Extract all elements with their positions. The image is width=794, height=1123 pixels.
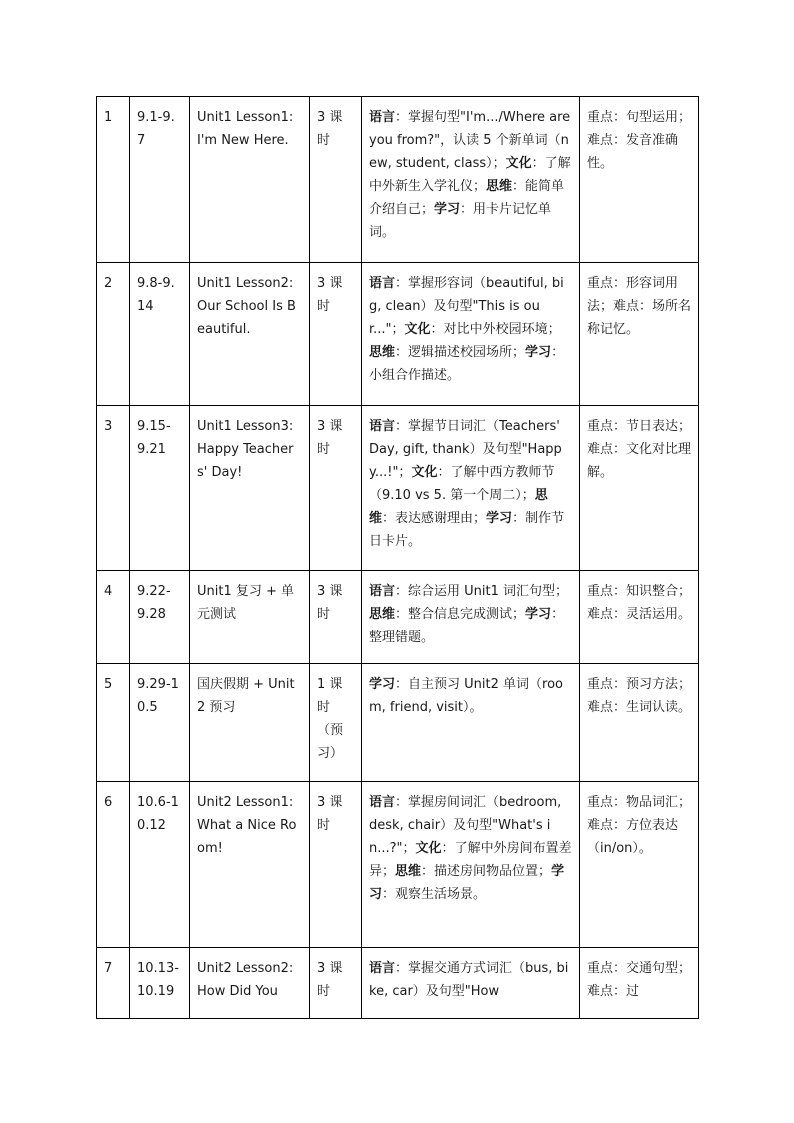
- objective-label: 思维: [486, 179, 513, 194]
- key-points-cell: 重点：预习方法；难点：生词认读。: [580, 664, 699, 782]
- objective-label: 语言: [369, 110, 396, 125]
- objective-colon: ：: [395, 419, 409, 434]
- date-range-cell: 9.8-9.14: [130, 263, 190, 406]
- objective-text: 了解中西方教师节（9.10 vs 5. 第一个周二）；: [369, 465, 555, 503]
- lesson-title-cell: Unit1 Lesson2: Our School Is Beautiful.: [190, 263, 310, 406]
- date-range-cell: 10.13-10.19: [130, 948, 190, 1019]
- objective-text: 能简单介绍自己；: [369, 179, 565, 217]
- date-range-cell: 10.6-10.12: [130, 782, 190, 948]
- table-row: [97, 263, 699, 406]
- objective-label: 思维: [395, 864, 422, 879]
- objective-colon: ：: [531, 156, 545, 171]
- objective-label: 学习: [486, 511, 513, 526]
- week-number-cell: 7: [97, 948, 130, 1019]
- class-hours-cell: 3 课时: [310, 782, 362, 948]
- objective-label: 语言: [369, 419, 396, 434]
- objective-text: 对比中外校园环境；: [443, 322, 561, 337]
- objective-colon: ：: [512, 179, 526, 194]
- objective-colon: ：: [437, 465, 451, 480]
- objective-colon: ：: [460, 202, 474, 217]
- table-row: [97, 97, 699, 263]
- objective-colon: ：: [441, 841, 455, 856]
- objective-colon: ：: [551, 345, 565, 360]
- objectives-cell: [362, 782, 580, 948]
- objective-label: 文化: [411, 465, 438, 480]
- objective-colon: ：: [395, 677, 409, 692]
- objective-text: 整合信息完成测试；: [408, 607, 526, 622]
- key-points-cell: 重点：交通句型；难点：过: [580, 948, 699, 1019]
- objectives-cell: [362, 571, 580, 664]
- date-range-cell: 9.22-9.28: [130, 571, 190, 664]
- objective-label: 思维: [369, 345, 396, 360]
- lesson-title-cell: Unit1 Lesson1: I'm New Here.: [190, 97, 310, 263]
- objective-text: 表达感谢理由；: [395, 511, 487, 526]
- objectives-cell: [362, 406, 580, 571]
- table-row: [97, 406, 699, 571]
- objective-text: 逻辑描述校园场所；: [408, 345, 526, 360]
- objective-text: 掌握房间词汇（bedroom, desk, chair）及句型"What's in...?"；: [369, 795, 562, 856]
- objective-label: 学习: [369, 677, 396, 692]
- objective-label: 语言: [369, 276, 396, 291]
- objectives-cell: [362, 948, 580, 1019]
- objective-label: 学习: [525, 607, 552, 622]
- objective-colon: ：: [395, 584, 409, 599]
- objective-label: 文化: [404, 322, 431, 337]
- lesson-title-cell: 国庆假期 + Unit2 预习: [190, 664, 310, 782]
- class-hours-cell: 3 课时: [310, 571, 362, 664]
- objective-colon: ：: [382, 887, 396, 902]
- lesson-title-cell: Unit1 复习 + 单元测试: [190, 571, 310, 664]
- class-hours-cell: 3 课时: [310, 263, 362, 406]
- objective-colon: ：: [512, 511, 526, 526]
- objective-label: 文化: [415, 841, 442, 856]
- objective-text: 了解中外房间布置差异；: [369, 841, 572, 879]
- objective-text: 掌握交通方式词汇（bus, bike, car）及句型"How: [369, 961, 569, 999]
- date-range-cell: 9.1-9.7: [130, 97, 190, 263]
- objective-colon: ：: [551, 607, 565, 622]
- table-row: [97, 782, 699, 948]
- objective-text: 掌握节日词汇（Teachers' Day, gift, thank）及句型"Happy...!"；: [369, 419, 562, 480]
- week-number-cell: 6: [97, 782, 130, 948]
- objective-label: 学习: [434, 202, 461, 217]
- objective-text: 了解中外新生入学礼仪；: [369, 156, 571, 194]
- lesson-title-cell: Unit2 Lesson1: What a Nice Room!: [190, 782, 310, 948]
- objective-colon: ：: [395, 607, 409, 622]
- objective-text: 用卡片记忆单词。: [369, 202, 552, 240]
- objectives-cell: [362, 664, 580, 782]
- lesson-title-cell: Unit2 Lesson2: How Did You: [190, 948, 310, 1019]
- objective-text: 制作节日卡片。: [369, 511, 565, 549]
- objective-text: 综合运用 Unit1 词汇句型；: [408, 584, 569, 599]
- week-number-cell: 5: [97, 664, 130, 782]
- class-hours-cell: 1 课时（预习）: [310, 664, 362, 782]
- objective-colon: ：: [421, 864, 435, 879]
- objective-text: 小组合作描述。: [369, 368, 461, 383]
- table-row: [97, 948, 699, 1019]
- objectives-cell: [362, 97, 580, 263]
- objective-colon: ：: [395, 961, 409, 976]
- objective-text: 掌握形容词（beautiful, big, clean）及句型"This is our..."；: [369, 276, 564, 337]
- objective-text: 掌握句型"I'm.../Where are you from?"，认读 5 个新单词（new, student, class）；: [369, 110, 571, 171]
- objective-colon: ：: [395, 110, 409, 125]
- objective-text: 自主预习 Unit2 单词（room, friend, visit）。: [369, 677, 563, 715]
- objective-label: 学习: [525, 345, 552, 360]
- key-points-cell: 重点：句型运用；难点：发音准确性。: [580, 97, 699, 263]
- key-points-cell: 重点：知识整合；难点：灵活运用。: [580, 571, 699, 664]
- objective-colon: ：: [395, 345, 409, 360]
- objective-text: 观察生活场景。: [395, 887, 487, 902]
- objective-text: 整理错题。: [369, 630, 435, 645]
- key-points-cell: 重点：节日表达；难点：文化对比理解。: [580, 406, 699, 571]
- lesson-plan-body: [97, 97, 699, 1019]
- key-points-cell: 重点：形容词用法；难点：场所名称记忆。: [580, 263, 699, 406]
- objective-text: 描述房间物品位置；: [434, 864, 552, 879]
- lesson-plan-table: [96, 96, 699, 1019]
- class-hours-cell: 3 课时: [310, 948, 362, 1019]
- key-points-cell: 重点：物品词汇；难点：方位表达（in/on）。: [580, 782, 699, 948]
- objective-label: 语言: [369, 584, 396, 599]
- week-number-cell: 1: [97, 97, 130, 263]
- objective-label: 文化: [505, 156, 532, 171]
- objective-colon: ：: [395, 795, 409, 810]
- week-number-cell: 2: [97, 263, 130, 406]
- class-hours-cell: 3 课时: [310, 406, 362, 571]
- week-number-cell: 4: [97, 571, 130, 664]
- table-row: [97, 664, 699, 782]
- objective-label: 思维: [369, 488, 548, 526]
- date-range-cell: 9.29-10.5: [130, 664, 190, 782]
- class-hours-cell: 3 课时: [310, 97, 362, 263]
- table-row: [97, 571, 699, 664]
- date-range-cell: 9.15-9.21: [130, 406, 190, 571]
- objective-label: 思维: [369, 607, 396, 622]
- objective-label: 语言: [369, 961, 396, 976]
- objective-label: 语言: [369, 795, 396, 810]
- objective-colon: ：: [382, 511, 396, 526]
- week-number-cell: 3: [97, 406, 130, 571]
- objective-colon: ：: [430, 322, 444, 337]
- lesson-title-cell: Unit1 Lesson3: Happy Teachers' Day!: [190, 406, 310, 571]
- objective-label: 学习: [369, 864, 565, 902]
- objectives-cell: [362, 263, 580, 406]
- objective-colon: ：: [395, 276, 409, 291]
